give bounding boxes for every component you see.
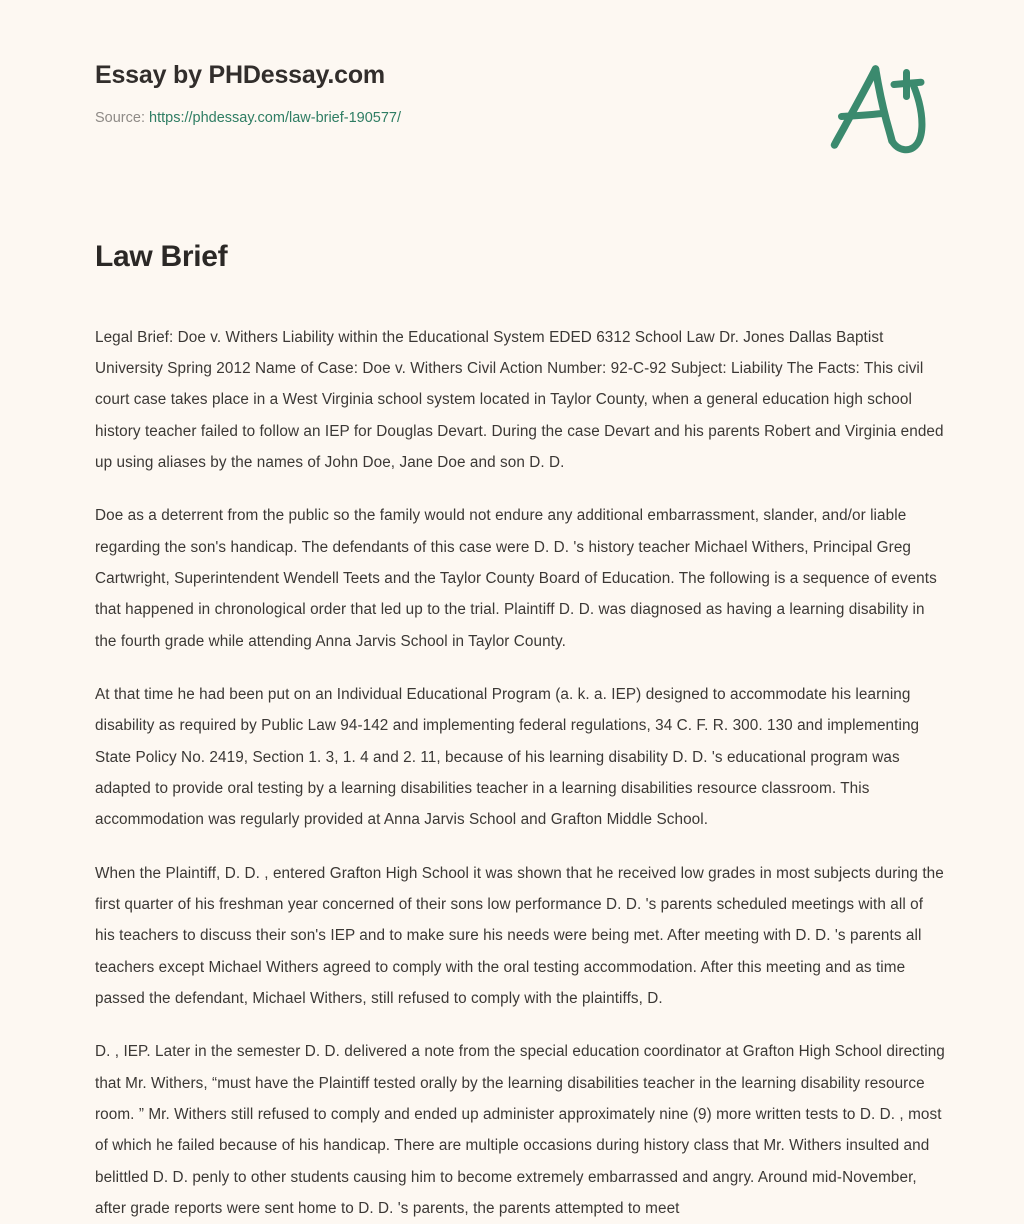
essay-body — [95, 322, 946, 1224]
brand-title: Essay by PHDessay.com — [95, 62, 401, 90]
paragraph: At that time he had been put on an Individual Educational Program (a. k. a. IEP) designed to accommodate his learning disability as required by Public Law 94-142 and implementing federal regulations, 34 C. F. R. 300. 130 and implementing State Policy No. 2419, Section 1. 3, 1. 4 and 2. 11, because of his learning disability D. D. 's educational program was adapted to provide oral testing by a learning disabilities teacher in a learning disabilities resource classroom. This accommodation was regularly provided at Anna Jarvis School and Grafton Middle School. — [95, 679, 946, 836]
article — [0, 240, 1024, 1224]
paragraph: Doe as a deterrent from the public so the family would not endure any additional embarrassment, slander, and/or liable regarding the son's handicap. The defendants of this case were D. D. 's history teacher Michael Withers, Principal Greg Cartwright, Superintendent Wendell Teets and the Taylor County Board of Education. The following is a sequence of events that happened in chronological order that led up to the trial. Plaintiff D. D. was diagnosed as having a learning disability in the fourth grade while attending Anna Jarvis School in Taylor County. — [95, 500, 946, 657]
page-title: Law Brief — [95, 240, 946, 275]
source-label: Source: — [95, 110, 145, 126]
paragraph: D. , IEP. Later in the semester D. D. delivered a note from the special education coordinator at Grafton High School directing that Mr. Withers, “must have the Plaintiff tested orally by the learning disabilities teacher in the learning disability resource room. ” Mr. Withers still refused to comply and ended up administer approximately nine (9) more written tests to D. D. , most of which he failed because of his handicap. There are multiple occasions during history class that Mr. Withers insulted and belittled D. D. penly to other students causing him to become extremely embarrassed and angry. Around mid-November, after grade reports were sent home to D. D. 's parents, the parents attempted to meet — [95, 1036, 946, 1224]
source-url-link[interactable]: https://phdessay.com/law-brief-190577/ — [149, 110, 401, 126]
paragraph: Legal Brief: Doe v. Withers Liability within the Educational System EDED 6312 School Law Dr. Jones Dallas Baptist University Spring 2012 Name of Case: Doe v. Withers Civil Action Number: 92-C-92 Subject: Liability The Facts: This civil court case takes place in a West Virginia school system located in Taylor County, when a general education high school history teacher failed to follow an IEP for Douglas Devart. During the case Devart and his parents Robert and Virginia ended up using aliases by the names of John Doe, Jane Doe and son D. D. — [95, 322, 946, 479]
source-line — [95, 110, 401, 127]
header-left-group — [95, 62, 401, 127]
paragraph: When the Plaintiff, D. D. , entered Grafton High School it was shown that he received low grades in most subjects during the first quarter of his freshman year concerned of their sons low performance D. D. 's parents scheduled meetings with all of his teachers to discuss their son's IEP and to make sure his needs were being met. After meeting with D. D. 's parents all teachers except Michael Withers agreed to comply with the oral testing accommodation. After this meeting and as time passed the defendant, Michael Withers, still refused to comply with the plaintiffs, D. — [95, 858, 946, 1015]
a-plus-logo-icon — [818, 58, 938, 158]
page-header — [0, 0, 1024, 158]
